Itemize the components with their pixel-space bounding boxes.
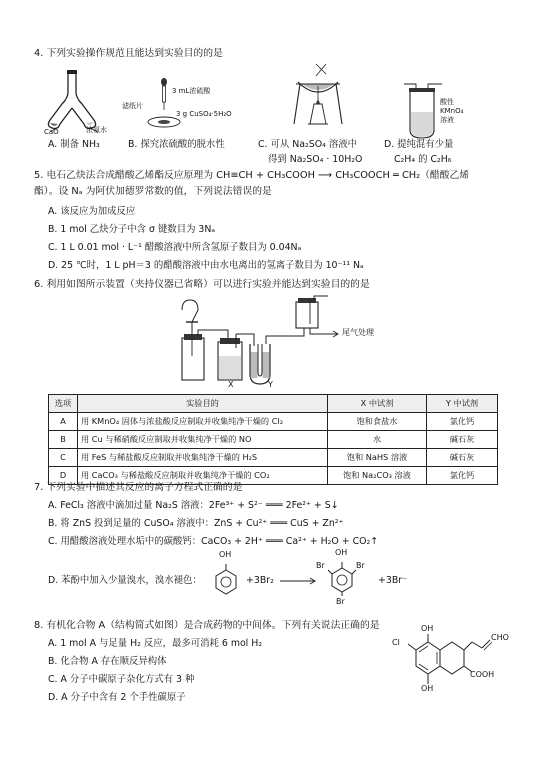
fig-a-label-cao: CaO [44,128,59,136]
fig-a-y-tube [40,70,120,132]
q5-stem-line1: 5. 电石乙炔法合成醋酸乙烯酯反应原理为 CH≡CH + CH₃COOH ⟶ CH₃COOCH ═ CH₂（醋酸乙烯 [34,170,470,181]
q4-stem: 4. 下列实验操作规范且能达到实验目的的是 [34,48,223,59]
struct-cho: CHO [491,633,509,642]
table-cell: B [49,431,78,449]
table-cell: 用 Cu 与稀硝酸反应制取并收集纯净干燥的 NO [78,431,328,449]
q6-options-table [48,394,498,485]
table-header-purpose: 实验目的 [78,395,328,413]
q8-option-d: D. A 分子中含有 2 个手性碳原子 [48,692,186,703]
table-cell: 用 FeS 与稀盐酸反应制取并收集纯净干燥的 H₂S [78,449,328,467]
q8-stem: 8. 有机化合物 A（结构简式如图）是合成药物的中间体。下列有关说法正确的是 [34,620,380,631]
struct-oh-bottom: OH [421,684,434,693]
q7-option-b: B. 将 ZnS 投到足量的 CuSO₄ 溶液中：ZnS + Cu²⁺ ═══ CuS + Zn²⁺ [48,518,344,529]
table-cell: 碱石灰 [427,431,498,449]
fig-c-evaporation-setup [288,62,348,134]
q4-option-c: C. 可从 Na₂SO₄ 溶液中 [258,139,357,150]
q7-stem: 7. 下列实验中描述其反应的离子方程式正确的是 [34,482,243,493]
q7-reagent: +3Br₂ [246,575,274,586]
struct-cooh: COOH [470,670,495,679]
q5-option-a: A. 该反应为加成反应 [48,206,136,217]
table-cell: 氯化钙 [427,467,498,485]
struct-oh-top: OH [421,624,434,633]
q5-option-c: C. 1 L 0.01 mol · L⁻¹ 醋酸溶液中所含氢原子数目为 0.04Nₐ [48,242,302,253]
q6-apparatus-figure [178,296,388,388]
table-header-option: 选项 [49,395,78,413]
fig-a-label-ammonia: 浓氨水 [86,126,107,134]
table-cell: C [49,449,78,467]
q5-stem-line2: 酯）。设 Nₐ 为阿伏加德罗常数的值，下列说法错误的是 [34,186,272,197]
table-cell: 用 KMnO₄ 固体与浓盐酸反应制取并收集纯净干燥的 Cl₂ [78,413,328,431]
arrow-icon [278,576,318,586]
q8-option-a: A. 1 mol A 与足量 H₂ 反应，最多可消耗 6 mol H₂ [48,638,263,649]
product-br-bottom: Br [336,597,345,606]
fig-d-label-3: 溶液 [440,116,454,124]
q4-option-d-line2: C₂H₄ 的 C₂H₆ [394,154,452,165]
product-br-left: Br [316,561,325,570]
table-cell: 用 CaCO₃ 与稀盐酸反应制取并收集纯净干燥的 CO₂ [78,467,328,485]
struct-cl: Cl [392,638,400,647]
q7-option-d: D. 苯酚中加入少量溴水，溴水褪色： [48,575,202,586]
q7-option-c: C. 用醋酸溶液处理水垢中的碳酸钙：CaCO₃ + 2H⁺ ═══ Ca²⁺ + H₂O + CO₂↑ [48,536,379,547]
fig-d-label-1: 酸性 [440,98,454,106]
phenol-structure [212,562,240,594]
product-br-right: Br [356,561,365,570]
table-row [49,449,498,467]
q4-option-d: D. 提纯混有少量 [384,139,454,150]
table-cell: A [49,413,78,431]
q6-stem: 6. 利用如图所示装置（夹持仪器已省略）可以进行实验并能达到实验目的的是 [34,279,370,290]
q6-label-tail-gas: 尾气处理 [342,328,374,337]
fig-b-label-crystal: 3 g CuSO₄·5H₂O [176,110,232,118]
q5-option-d: D. 25 ℃时，1 L pH＝3 的醋酸溶液中由水电离出的氢离子数目为 10⁻¹¹ Nₐ [48,260,364,271]
table-header-row [49,395,498,413]
table-header-x: X 中试剂 [328,395,427,413]
table-cell: 饱和 Na₂CO₃ 溶液 [328,467,427,485]
q8-option-b: B. 化合物 A 存在顺反异构体 [48,656,167,667]
fig-b-label-acid: 3 mL浓硫酸 [172,87,211,95]
product-oh-label: OH [335,548,348,557]
q6-label-x: X [228,380,234,389]
table-cell: 饱和食盐水 [328,413,427,431]
table-cell: 饱和 NaHS 溶液 [328,449,427,467]
table-cell: 水 [328,431,427,449]
q7-product: +3Br⁻ [378,575,408,586]
fig-b-label-paper: 滤纸片 [122,102,143,110]
fig-d-label-2: KMnO₄ [440,107,464,115]
table-cell: 碱石灰 [427,449,498,467]
q4-option-c-line2: 得到 Na₂SO₄ · 10H₂O [268,154,363,165]
table-header-y: Y 中试剂 [427,395,498,413]
q6-label-y: Y [268,380,273,389]
table-row [49,413,498,431]
tribromophenol-structure [328,560,356,596]
q7-option-a: A. FeCl₃ 溶液中滴加过量 Na₂S 溶液：2Fe³⁺ + S²⁻ ═══ 2Fe²⁺ + S↓ [48,500,339,511]
q4-option-b: B. 探究浓硫酸的脱水性 [128,139,225,150]
q5-option-b: B. 1 mol 乙炔分子中含 σ 键数目为 3Nₐ [48,224,216,235]
phenol-oh-label: OH [219,550,232,559]
table-cell: D [49,467,78,485]
q8-option-c: C. A 分子中碳原子杂化方式有 3 种 [48,674,195,685]
q4-option-a: A. 制备 NH₃ [48,139,100,150]
table-cell: 氯化钙 [427,413,498,431]
table-row [49,431,498,449]
